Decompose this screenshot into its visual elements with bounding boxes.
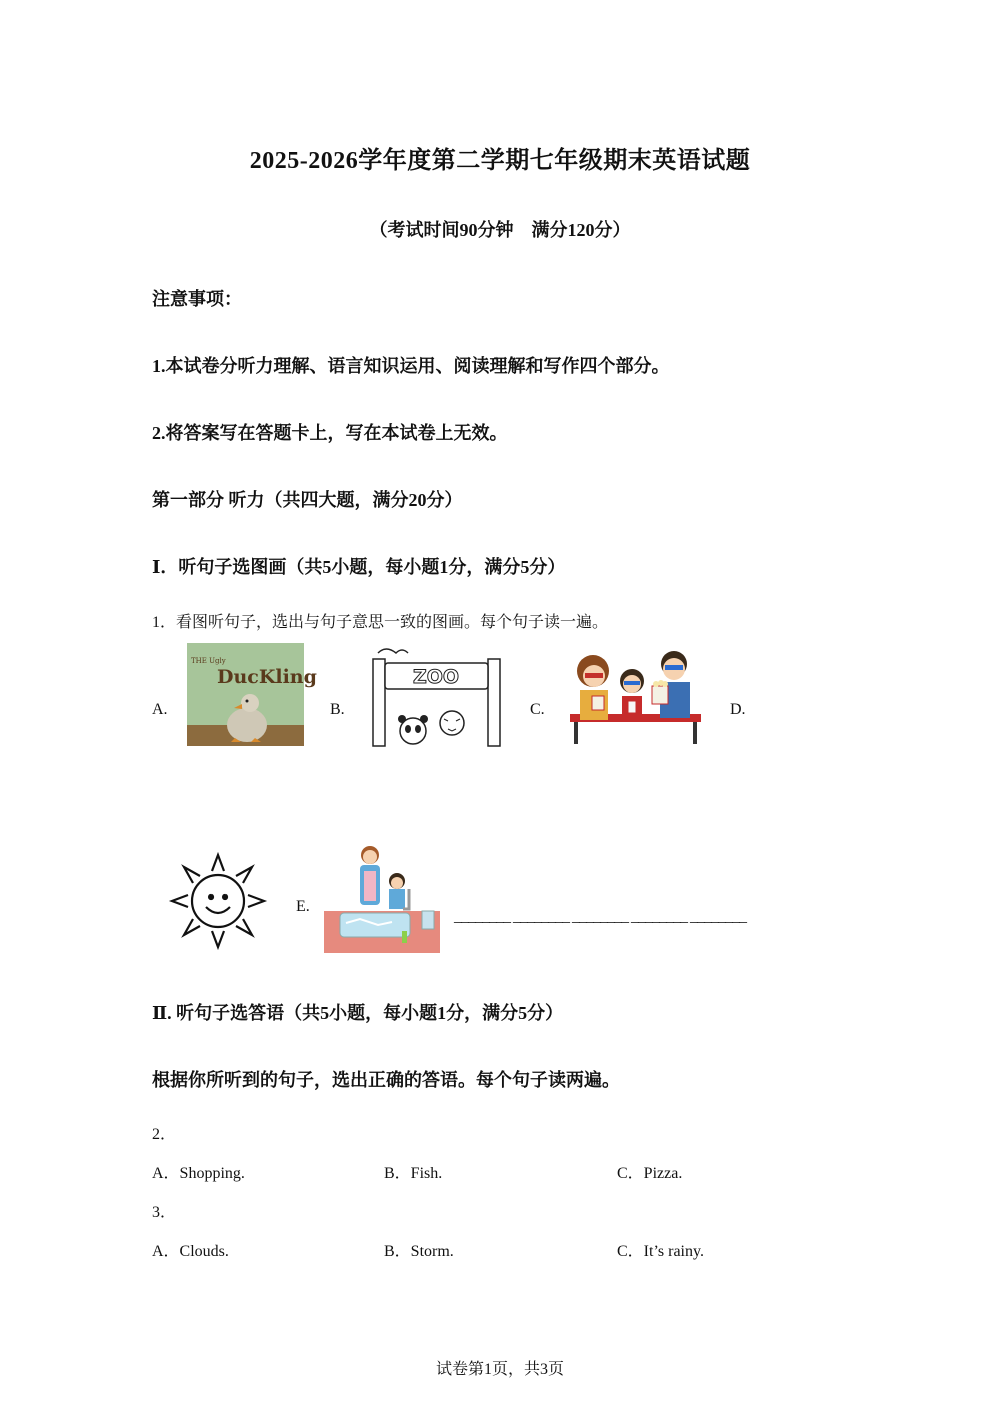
section2-instruction: 根据你所听到的句子，选出正确的答语。每个句子读两遍。 [152,1070,620,1090]
washing-dishes-image [324,841,440,953]
question-3-number: 3． [152,1204,177,1221]
answer-blanks[interactable]: ________ ________ ________ ________ ________ [454,908,746,925]
option-label-d: D. [730,701,746,718]
book-title-line1: THE Ugly [191,657,226,665]
section1-heading: Ⅰ．听句子选图画（共5小题，每小题1分，满分5分） [152,557,566,577]
question-2-option-b[interactable]: B．Fish. [384,1165,443,1182]
question-3-option-a[interactable]: A．Clouds. [152,1243,229,1260]
exam-info: （考试时间90分钟 满分120分） [369,220,631,240]
question-2-option-a[interactable]: A．Shopping. [152,1165,245,1182]
notice-heading: 注意事项： [152,289,242,309]
option-label-b: B. [330,701,345,718]
question-3-option-c[interactable]: C．It’s rainy. [617,1243,704,1260]
zoo-sign-text: ZOO [412,666,460,688]
sun-image [166,851,270,952]
question-2-option-c[interactable]: C．Pizza. [617,1165,683,1182]
page-title: 2025-2026学年度第二学期七年级期末英语试题 [249,148,751,174]
page-footer: 试卷第1页，共3页 [435,1361,564,1378]
book-title-line2: DucKling [217,666,317,688]
question-3-option-b[interactable]: B．Storm. [384,1243,454,1260]
section2-heading: Ⅱ. 听句子选答语（共5小题，每小题1分，满分5分） [152,1003,564,1023]
option-label-e: E. [296,898,310,915]
option-label-c: C. [530,701,545,718]
question-1-prompt: 1．看图听句子，选出与句子意思一致的图画。每个句子读一遍。 [152,614,609,631]
notice-item-1: 1.本试卷分听力理解、语言知识运用、阅读理解和写作四个部分。 [152,356,670,376]
cinema-family-image [568,646,703,746]
ugly-duckling-image [187,643,317,746]
zoo-image [368,643,505,746]
notice-item-2: 2.将答案写在答题卡上，写在本试卷上无效。 [152,423,508,443]
option-label-a: A. [152,701,168,718]
part1-heading: 第一部分 听力（共四大题，满分20分） [152,490,463,510]
question-2-number: 2． [152,1126,177,1143]
